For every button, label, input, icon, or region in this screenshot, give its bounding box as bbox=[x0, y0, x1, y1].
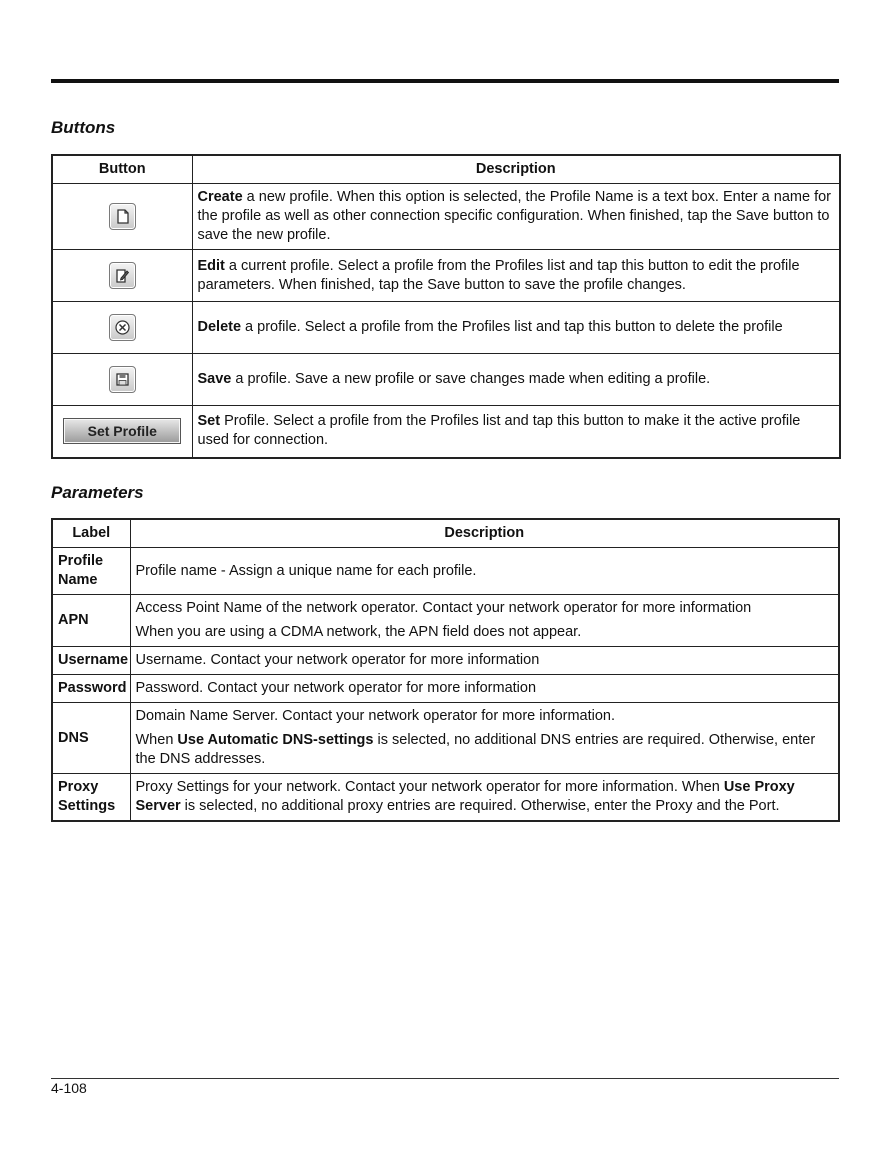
buttons-table bbox=[51, 154, 841, 459]
table-header-row bbox=[52, 155, 840, 184]
delete-icon[interactable] bbox=[109, 314, 136, 341]
new-profile-icon[interactable] bbox=[109, 203, 136, 230]
row-description: Delete a profile. Select a profile from the Profiles list and tap this button to delete the profile bbox=[192, 302, 840, 354]
table-row bbox=[52, 184, 840, 250]
save-icon[interactable] bbox=[109, 366, 136, 393]
row-description: Edit a current profile. Select a profile from the Profiles list and tap this button to edit the profile parameters. When finished, tap the Save button to save the profile changes. bbox=[192, 250, 840, 302]
param-description: Domain Name Server. Contact your network operator for more information. When Use Automatic DNS-settings is selected, no additional DNS entries are required. Otherwise, enter the DNS addresses. bbox=[130, 703, 839, 774]
column-header-button: Button bbox=[52, 155, 192, 184]
param-description: Password. Contact your network operator for more information bbox=[130, 675, 839, 703]
table-row bbox=[52, 548, 839, 595]
table-row bbox=[52, 406, 840, 458]
row-description: Save a profile. Save a new profile or save changes made when editing a profile. bbox=[192, 354, 840, 406]
param-label: APN bbox=[52, 595, 130, 647]
table-row bbox=[52, 675, 839, 703]
param-label: Proxy Settings bbox=[52, 774, 130, 822]
header-rule bbox=[51, 79, 839, 83]
parameters-table bbox=[51, 518, 840, 822]
param-description: Profile name - Assign a unique name for each profile. bbox=[130, 548, 839, 595]
footer-rule bbox=[51, 1078, 839, 1079]
param-description: Access Point Name of the network operator. Contact your network operator for more information When you are using a CDMA network, the APN field does not appear. bbox=[130, 595, 839, 647]
table-row bbox=[52, 250, 840, 302]
param-label: Password bbox=[52, 675, 130, 703]
table-row bbox=[52, 647, 839, 675]
row-description: Set Profile. Select a profile from the Profiles list and tap this button to make it the active profile used for connection. bbox=[192, 406, 840, 458]
section-title-buttons: Buttons bbox=[51, 118, 116, 137]
column-header-label: Label bbox=[52, 519, 130, 548]
table-header-row bbox=[52, 519, 839, 548]
param-description: Username. Contact your network operator for more information bbox=[130, 647, 839, 675]
set-profile-button[interactable]: Set Profile bbox=[63, 418, 181, 444]
param-label: DNS bbox=[52, 703, 130, 774]
section-title-parameters: Parameters bbox=[51, 483, 144, 502]
param-label: Username bbox=[52, 647, 130, 675]
table-row bbox=[52, 354, 840, 406]
param-label: Profile Name bbox=[52, 548, 130, 595]
table-row bbox=[52, 595, 839, 647]
table-row bbox=[52, 703, 839, 774]
page-number: 4-108 bbox=[51, 1080, 87, 1096]
column-header-description: Description bbox=[192, 155, 840, 184]
table-row bbox=[52, 302, 840, 354]
param-description: Proxy Settings for your network. Contact your network operator for more information. When Use Proxy Server is selected, no additional proxy entries are required. Otherwise, enter the Proxy and the Port. bbox=[130, 774, 839, 822]
row-description: Create a new profile. When this option is selected, the Profile Name is a text box. Enter a name for the profile as well as other connection specific configuration. When finished, tap the Save button to save the new profile. bbox=[192, 184, 840, 250]
edit-icon[interactable] bbox=[109, 262, 136, 289]
table-row bbox=[52, 774, 839, 822]
column-header-description: Description bbox=[130, 519, 839, 548]
